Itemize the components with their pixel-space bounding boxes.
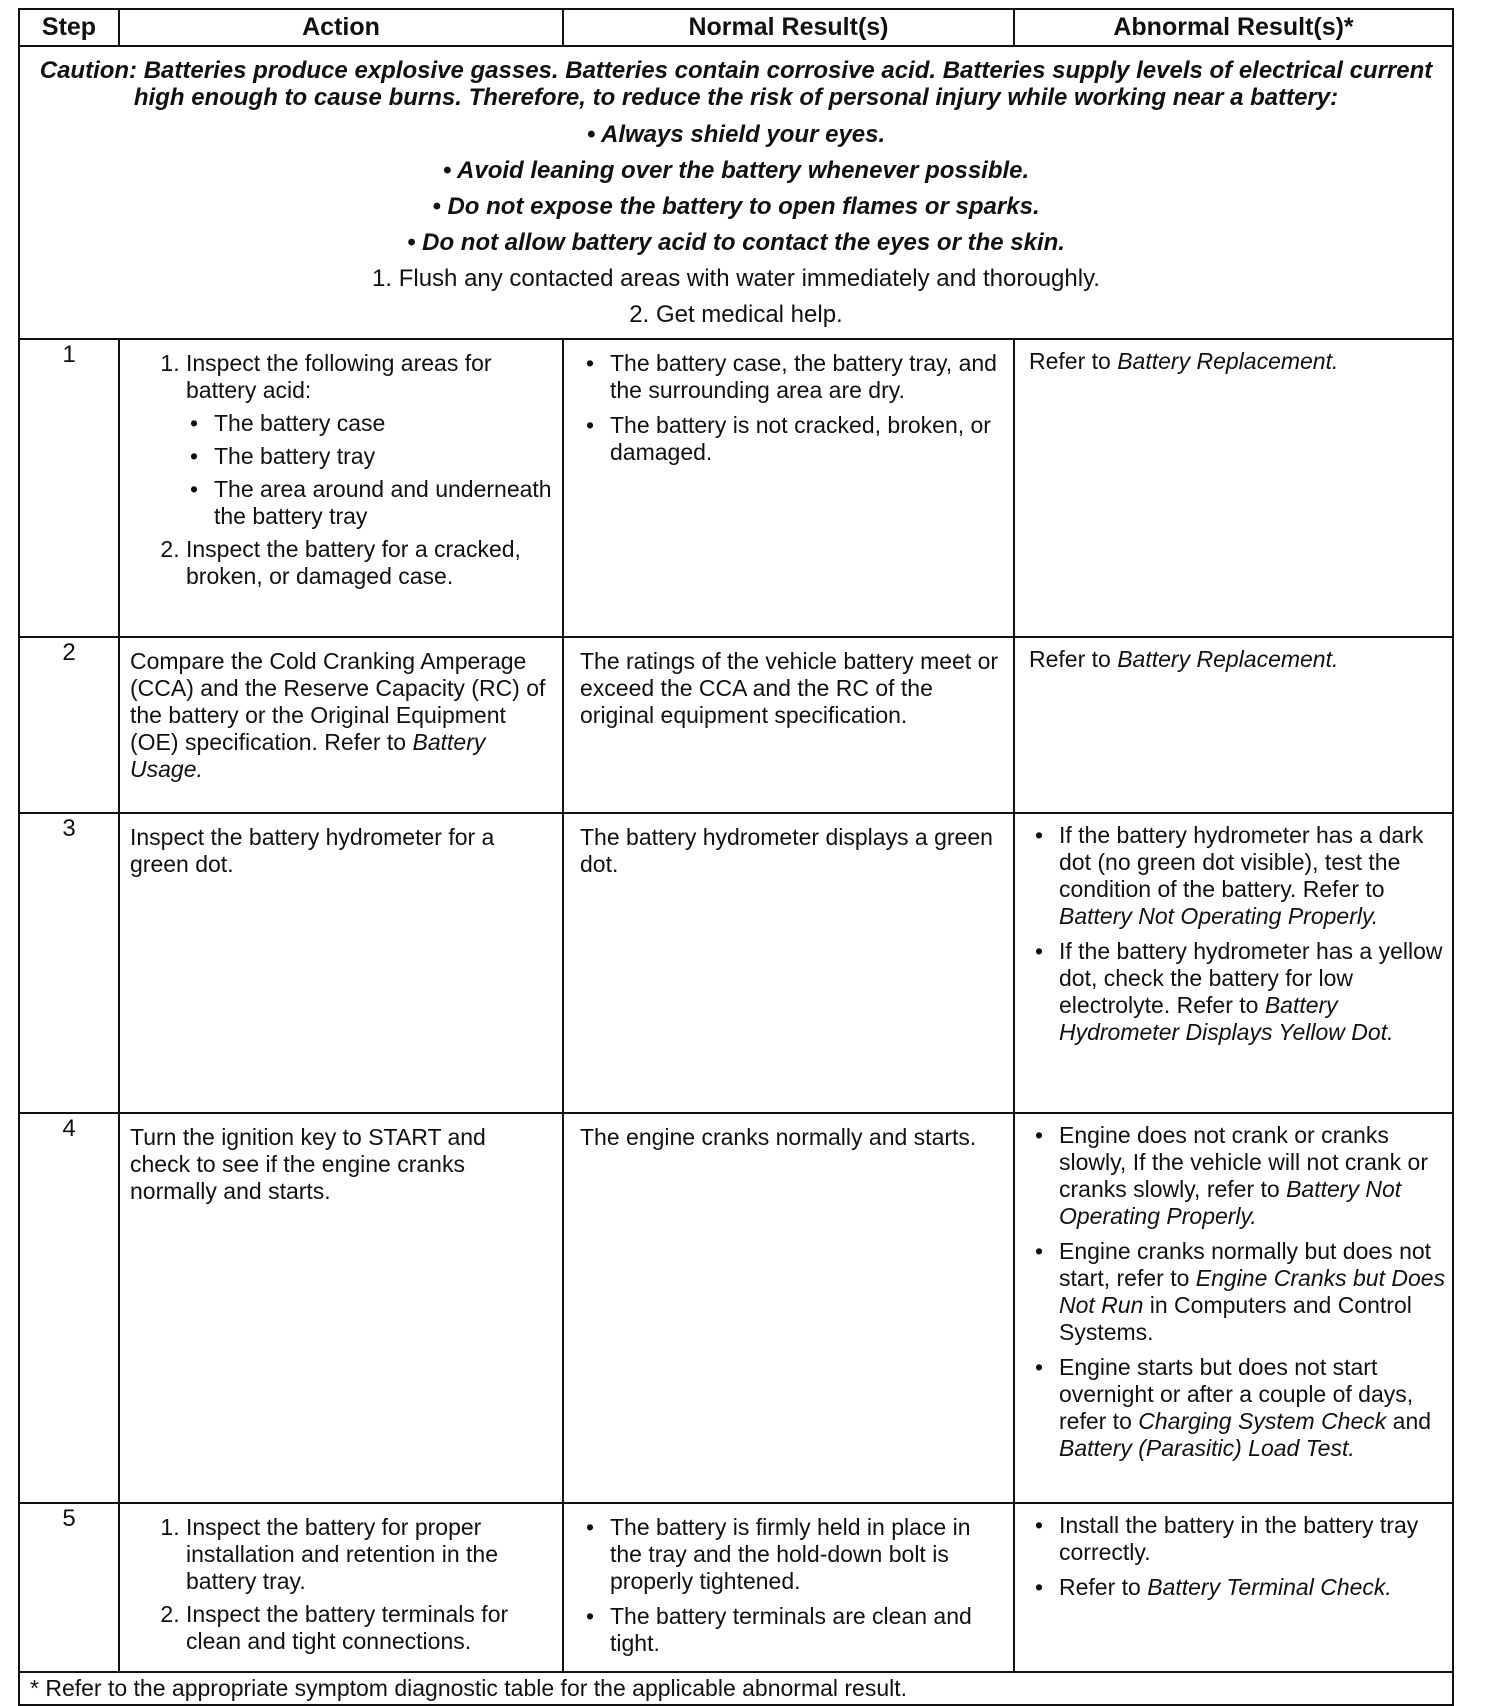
diagnostic-table [18,8,1454,1706]
abnormal-result-cell [1014,1503,1453,1672]
reference-link: Battery (Parasitic) Load Test. [1059,1435,1355,1461]
action-item: 2. Inspect the battery terminals for clean and tight connections. [186,1601,552,1655]
reference-link: Battery Hydrometer Displays Yellow Dot. [1059,992,1394,1045]
normal-result-cell: The engine cranks normally and starts. [563,1113,1014,1503]
action-cell: Turn the ignition key to START and check to see if the engine cranks normally and starts. [119,1113,563,1503]
normal-result-cell: The battery hydrometer displays a green dot. [563,813,1014,1113]
header-row [19,9,1453,46]
normal-result-item: • The battery terminals are clean and tight. [610,1603,1003,1657]
caution-numbered-item: 1. Flush any contacted areas with water immediately and thoroughly. [372,265,1100,292]
action-item: 1. Inspect the battery for proper installation and retention in the battery tray. [186,1514,552,1595]
step-row [19,637,1453,813]
abnormal-result-item: • If the battery hydrometer has a dark dot (no green dot visible), test the condition of the battery. Refer to Battery Not Operating Properly. [1059,822,1446,930]
caution-bullet: • Avoid leaning over the battery whenever possible. [442,157,1030,184]
caution-bullet: • Do not allow battery acid to contact the eyes or the skin. [407,229,1065,256]
normal-result-item: • The battery is firmly held in place in the tray and the hold-down bolt is properly tightened. [610,1514,1003,1595]
footnote: * Refer to the appropriate symptom diagnostic table for the applicable abnormal result. [19,1672,1453,1705]
step-number: 4 [19,1113,119,1503]
action-cell [119,1503,563,1672]
header-step: Step [19,9,119,46]
caution-intro: Caution: Batteries produce explosive gasses. Batteries contain corrosive acid. Batteries supply levels of electrical current high enough to cause burns. Therefore, to reduce the risk of personal injury while working near a battery: [39,57,1433,111]
action-item: 2. Inspect the battery for a cracked, broken, or damaged case. [186,536,552,590]
step-number: 5 [19,1503,119,1672]
abnormal-result-item: • Refer to Battery Terminal Check. [1059,1574,1446,1601]
step-number: 2 [19,637,119,813]
header-normal-results: Normal Result(s) [563,9,1014,46]
footnote-row [19,1672,1453,1705]
reference-link: Battery Not Operating Properly. [1059,1176,1402,1229]
normal-result-cell [563,1503,1014,1672]
reference-link: Battery Not Operating Properly. [1059,903,1379,929]
step-row [19,339,1453,637]
step-number: 3 [19,813,119,1113]
caution-bullet: • Do not expose the battery to open flames or sparks. [432,193,1040,220]
abnormal-result-cell [1014,813,1453,1113]
step-row [19,1503,1453,1672]
reference-link: Charging System Check [1138,1408,1387,1434]
action-cell: Compare the Cold Cranking Amperage (CCA) and the Reserve Capacity (RC) of the battery or the Original Equipment (OE) specification. Refer to Battery Usage. [119,637,563,813]
action-subitem: • The area around and underneath the battery tray [214,476,552,530]
abnormal-result-item: • If the battery hydrometer has a yellow dot, check the battery for low electrolyte. Refer to Battery Hydrometer Displays Yellow Dot. [1059,938,1446,1046]
caution-bullet: • Always shield your eyes. [586,121,886,148]
reference-link: Battery Terminal Check. [1147,1574,1392,1600]
reference-link: Engine Cranks but Does Not Run [1059,1265,1446,1318]
abnormal-result-cell: Refer to Battery Replacement. [1014,339,1453,637]
abnormal-result-item: • Engine does not crank or cranks slowly, If the vehicle will not crank or cranks slowly, refer to Battery Not Operating Properly. [1059,1122,1446,1230]
header-action: Action [119,9,563,46]
step-row [19,813,1453,1113]
action-cell: Inspect the battery hydrometer for a green dot. [119,813,563,1113]
reference-link: Battery Replacement. [1117,646,1339,672]
normal-result-cell: The ratings of the vehicle battery meet or exceed the CCA and the RC of the original equipment specification. [563,637,1014,813]
step-row [19,1113,1453,1503]
caution-row [19,46,1453,339]
action-cell [119,339,563,637]
abnormal-result-item: • Install the battery in the battery tray correctly. [1059,1512,1446,1566]
abnormal-result-cell: Refer to Battery Replacement. [1014,637,1453,813]
caution-numbered-item: 2. Get medical help. [629,301,843,328]
action-subitem: • The battery case [214,410,552,437]
caution-box [19,46,1453,339]
abnormal-result-item: • Engine cranks normally but does not start, refer to Engine Cranks but Does Not Run in Computers and Control Systems. [1059,1238,1446,1346]
reference-link: Battery Usage. [130,729,486,782]
abnormal-result-cell [1014,1113,1453,1503]
action-item: 1. Inspect the following areas for battery acid: • The battery case • The battery tray • The area around and underneath the battery tray [186,350,552,530]
header-abnormal-results: Abnormal Result(s)* [1014,9,1453,46]
normal-result-item: • The battery is not cracked, broken, or damaged. [610,412,1003,466]
step-number: 1 [19,339,119,637]
action-subitem: • The battery tray [214,443,552,470]
reference-link: Battery Replacement. [1117,348,1339,374]
normal-result-cell [563,339,1014,637]
normal-result-item: • The battery case, the battery tray, and the surrounding area are dry. [610,350,1003,404]
abnormal-result-item: • Engine starts but does not start overnight or after a couple of days, refer to Charging System Check and Battery (Parasitic) Load Test. [1059,1354,1446,1462]
